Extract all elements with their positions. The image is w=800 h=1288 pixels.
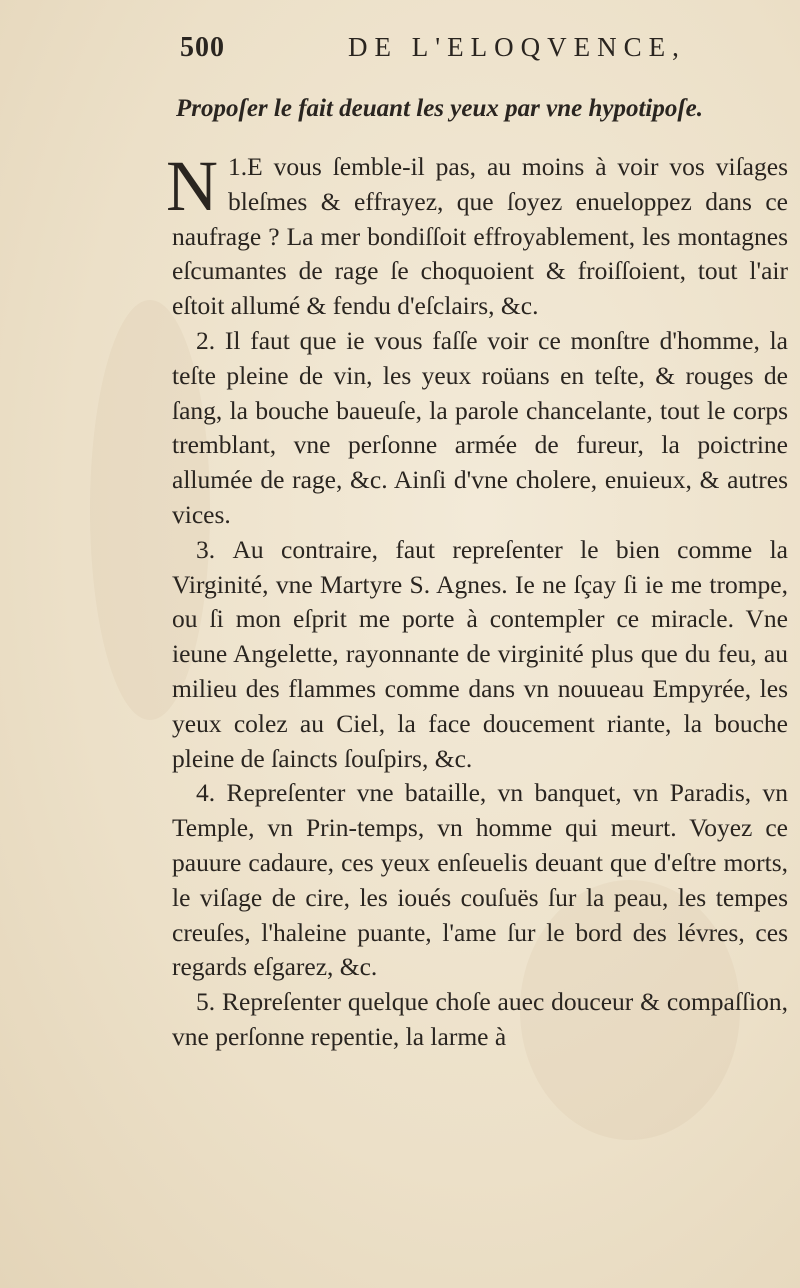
paragraph-4 [172,776,788,985]
paragraph-text: Il faut que ie vous faſſe voir ce monſtre d'homme, la teſte pleine de vin, les yeux roüans en teſte, & rouges de ſang, la bouche baueuſe, la parole chancelante, tout le corps tremblant, vne perſonne armée de fureur, la poictrine allumée de rage, &c. Ainſi d'vne cholere, enuieux, & autres vices. [172,325,788,529]
paragraph-number: 4. [196,778,216,808]
page-number: 500 [180,32,225,63]
paragraph-number: 2. [196,325,216,355]
paragraph-number: 3. [196,534,216,564]
paragraph-text: Au contraire, faut repreſenter le bien comme la Virginité, vne Martyre S. Agnes. Ie ne ſçay ſi ie me trompe, ou ſi mon eſprit me porte à contempler ce miracle. Vne ieune Angelette, rayonnante de virginité plus que du feu, au milieu des flammes comme dans vn nouueau Empyrée, les yeux colez au Ciel, la face doucement riante, la bouche pleine de ſaincts ſouſpirs, &c. [172,534,789,773]
running-head: DE L'ELOQVENCE, [348,32,686,62]
paragraph-number: 5. [196,987,216,1017]
paragraph-text: Repreſenter quelque choſe auec douceur & compaſſion, vne perſonne repentie, la larme à [172,987,788,1051]
paragraph-text: Repreſenter vne bataille, vn banquet, vn Paradis, vn Temple, vn Prin-temps, vn homme qui meurt. Voyez ce pauure cadaure, ces yeux enſeuelis deuant que d'eſtre morts, le viſage de cire, les ioués couſuës ſur la peau, les tempes creuſes, l'haleine puante, l'ame ſur le bord des lévres, ces regards eſgarez, &c. [172,778,789,982]
section-subtitle: Propoſer le fait deuant les yeux par vne hypotipoſe. [176,95,704,122]
paragraph-number: 1. [228,152,248,181]
drop-cap: N [166,146,218,226]
body-text [166,146,789,1055]
paragraph-3 [172,533,788,777]
paragraph-1 [166,146,788,324]
page-header [180,30,780,80]
paragraph-2 [172,324,788,533]
paragraph-5 [172,985,788,1055]
paragraph-text: E vous ſemble-il pas, au moins à voir vos viſages bleſmes & effrayez, que ſoyez enueloppez dans ce naufrage ? La mer bondiſſoit effroyablement, les montagnes eſcumantes de rage ſe choquoient & froiſſoient, tout l'air eſtoit allumé & fendu d'eſclairs, &c. [172,152,788,321]
